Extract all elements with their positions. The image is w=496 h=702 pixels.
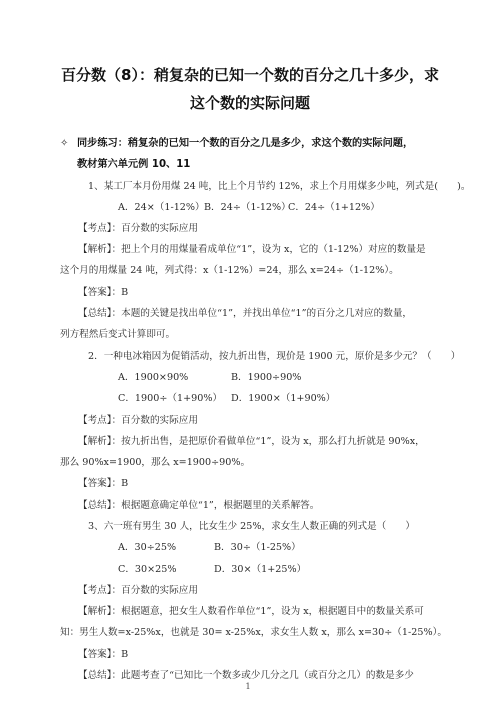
question-2-option-c: C．1900÷（1+90%） [118, 393, 223, 404]
question-2-summary: 【总结】：根据题意确定单位“1”，根据题里的关系解答。 [78, 500, 320, 511]
question-3-text: 3、六一班有男生 30 人，比女生少 25%，求女生人数正确的列式是（ ） [88, 521, 416, 532]
question-1-text: 1、某工厂本月份用煤 24 吨，比上个月节约 12%，求上个月用煤多少吨，列式是( )。 [88, 181, 471, 192]
page-number: 1 [245, 682, 251, 691]
question-3-summary: 【总结】：此题考查了“已知比一个数多或少几分之几（或百分之几）的数是多少 [78, 670, 414, 681]
question-2-analysis-line-1: 【解析】：按九折出售，是把原价看做单位“1”，设为 x，那么打九折就是 90%x， [78, 436, 425, 447]
question-1-analysis-line-2: 这个月的用煤量 24 吨，列式得：x（1-12%）=24，那么 x=24÷（1-12%）。 [60, 265, 399, 276]
question-3-point: 【考点】：百分数的实际应用 [78, 585, 198, 596]
page-title-line-2: 这个数的实际问题 [189, 94, 310, 112]
page-title-line-1: 百分数（8）：稍复杂的已知一个数的百分之几十多少，求 [61, 66, 439, 84]
question-2-analysis-line-2: 那么 90%x=1900，那么 x=1900÷90%。 [60, 457, 251, 468]
question-1-option-b: B．24÷（1-12%） [204, 202, 291, 213]
question-1-summary-line-2: 列方程然后变式计算即可。 [60, 329, 176, 340]
section-heading-line-2: 教材第六单元例 10、11 [77, 159, 191, 170]
question-2-option-a: A．1900×90% [118, 372, 189, 383]
question-1-point: 【考点】：百分数的实际应用 [78, 223, 198, 234]
question-2-text: 2．一种电冰箱因为促销活动，按九折出售，现价是 1900 元，原价是多少元？（ ） [88, 351, 461, 362]
question-3-option-c: C．30×25% [118, 564, 177, 575]
question-3-answer: 【答案】：B [78, 649, 129, 660]
question-3-analysis-line-2: 知：男生人数=x-25%x，也就是 30= x-25%x，求女生人数 x，那么 x=30÷（1-25%）。 [60, 627, 447, 638]
question-2-point: 【考点】：百分数的实际应用 [78, 415, 198, 426]
question-1-option-c: C．24÷（1+12%） [288, 202, 380, 213]
question-1-option-a: A．24×（1-12%） [118, 202, 205, 213]
question-1-answer: 【答案】：B [78, 287, 129, 298]
question-1-summary-line-1: 【总结】：本题的关键是找出单位“1”，并找出单位“1”的百分之几对应的数量， [78, 308, 413, 319]
question-1-analysis-line-1: 【解析】：把上个月的用煤量看成单位“1”，设为 x，它的（1-12%）对应的数量是 [78, 244, 426, 255]
section-heading-line-1: 同步练习：稍复杂的已知一个数的百分之几是多少，求这个数的实际问题， [77, 138, 414, 149]
diamond-bullet-icon: ✧ [60, 138, 69, 149]
question-2-option-b: B．1900÷90% [231, 372, 302, 383]
question-3-option-d: D．30×（1+25%） [214, 564, 307, 575]
question-2-option-d: D．1900×（1+90%） [231, 393, 336, 404]
question-2-answer: 【答案】：B [78, 478, 129, 489]
question-3-analysis-line-1: 【解析】：根据题意，把女生人数看作单位“1”，设为 x，根据题目中的数量关系可 [78, 606, 424, 617]
question-3-option-b: B．30÷（1-25%） [214, 542, 301, 553]
question-3-option-a: A．30÷25% [118, 542, 177, 553]
